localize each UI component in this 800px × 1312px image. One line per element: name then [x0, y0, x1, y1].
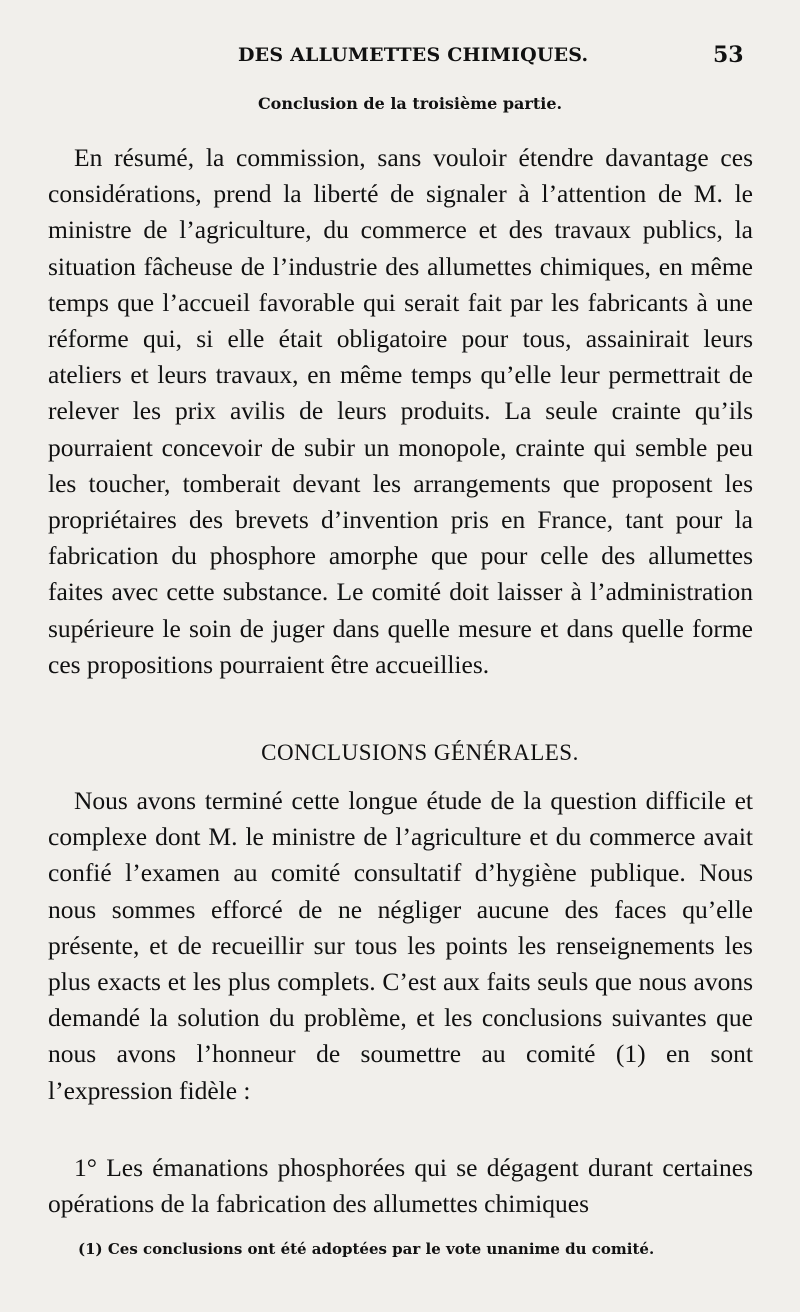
body-block-2: [48, 783, 753, 1109]
paragraph-conclusions-intro: Nous avons terminé cette longue étude de la question difficile et complexe dont M. le ministre de l’agriculture et du commerce avait confié l’examen au comité consultatif d’hygiène publique. Nous nous sommes efforcé de ne négliger aucune des faces qu’elle présente, et de recueillir sur tous les points les renseignements les plus exacts et les plus complets. C’est aux faits seuls que nous avons demandé la solution du problème, et les conclusions suivantes que nous avons l’honneur de soumettre au comité (1) en sont l’expression fidèle :: [48, 786, 753, 1105]
body-block-1: [48, 140, 753, 683]
page-header: [0, 44, 800, 74]
conclusions-heading: CONCLUSIONS GÉNÉRALES.: [261, 740, 579, 765]
section-title: Conclusion de la troisième partie.: [257, 94, 563, 113]
body-block-3: [48, 1150, 753, 1222]
page-number: 53: [713, 42, 744, 68]
paragraph-conclusion-1: 1° Les émanations phosphorées qui se dégagent durant certaines opérations de la fabrication des allumettes chimiques: [48, 1153, 753, 1219]
running-title: DES ALLUMETTES CHIMIQUES.: [238, 44, 589, 66]
paragraph-summary: En résumé, la commission, sans vouloir étendre davantage ces considérations, prend la liberté de signaler à l’attention de M. le ministre de l’agriculture, du commerce et des travaux publics, la situation fâcheuse de l’industrie des allumettes chimiques, en même temps que l’accueil favorable qui serait fait par les fabricants à une réforme qui, si elle était obligatoire pour tous, assainirait leurs ateliers et leurs travaux, en même temps qu’elle leur permettrait de relever les prix avilis de leurs produits. La seule crainte qu’ils pourraient concevoir de subir un monopole, crainte qui semble peu les toucher, tomberait devant les arrangements que proposent les propriétaires des brevets d’invention pris en France, tant pour la fabrication du phosphore amorphe que pour celle des allumettes faites avec cette substance. Le comité doit laisser à l’administration supérieure le soin de juger dans quelle mesure et dans quelle forme ces propositions pourraient être accueillies.: [48, 143, 753, 679]
footnote: (1) Ces conclusions ont été adoptées par le vote unanime du comité.: [78, 1240, 655, 1258]
